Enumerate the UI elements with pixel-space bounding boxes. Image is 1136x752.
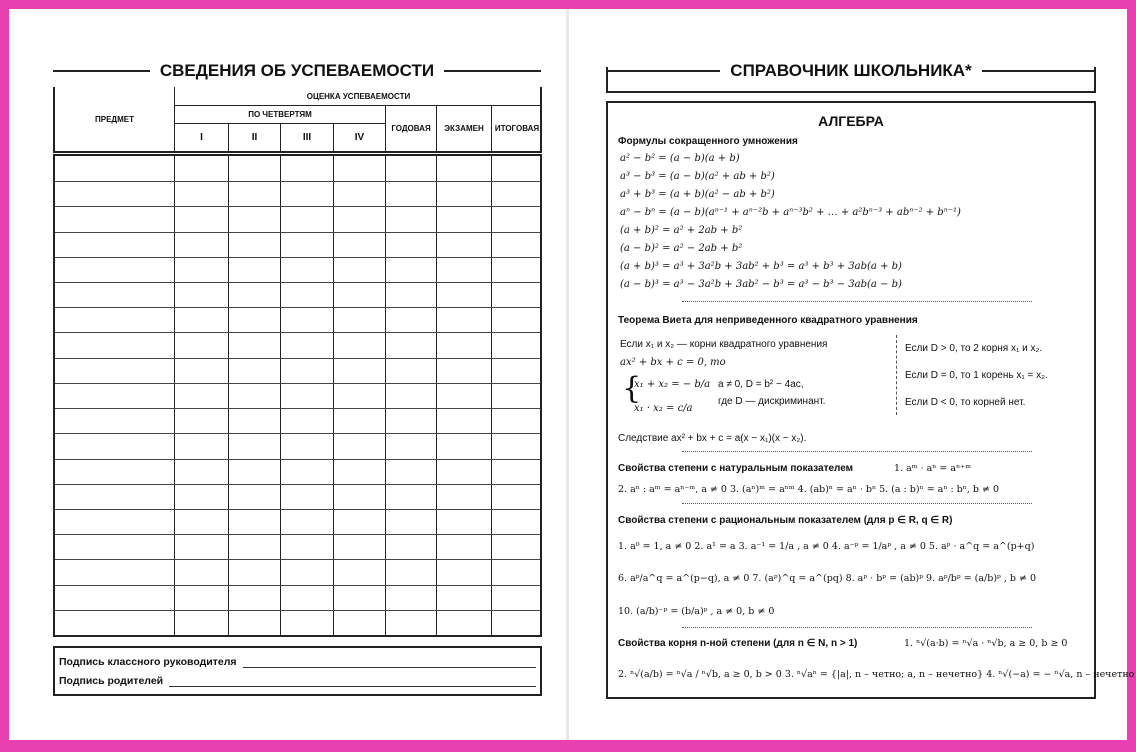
grid-row-line xyxy=(55,534,540,535)
system-brace-icon: { xyxy=(622,371,642,406)
grades-table-header xyxy=(53,87,542,153)
header-annual: ГОДОВАЯ xyxy=(385,105,436,151)
grades-table-body xyxy=(53,154,542,637)
header-subject: ПРЕДМЕТ xyxy=(94,114,134,124)
formula-line: (a − b)³ = a³ − 3a²b + 3ab² − b³ = a³ − b³ − 3ab(a − b) xyxy=(620,279,902,290)
grid-row-line xyxy=(55,181,540,182)
left-title-row xyxy=(53,61,541,81)
parent-signature-line[interactable] xyxy=(169,676,536,687)
formula-line: aⁿ − bⁿ = (a − b)(aⁿ⁻¹ + aⁿ⁻²b + aⁿ⁻³b² + … + a²bⁿ⁻³ + abⁿ⁻² + bⁿ⁻¹) xyxy=(620,207,961,218)
teacher-signature-line[interactable] xyxy=(243,657,536,668)
rat-power-line3: 10. (a/b)⁻ᵖ = (b/a)ᵖ , a ≠ 0, b ≠ 0 xyxy=(618,606,775,617)
vieta-cond2: где D — дискриминант. xyxy=(718,396,826,407)
grid-col-divider xyxy=(491,156,492,635)
vieta-sys2: x₁ · x₂ = c/a xyxy=(634,403,693,414)
grid-row-line xyxy=(55,408,540,409)
root-title: Свойства корня n-ной степени (для n ∈ N, n > 1) xyxy=(618,638,858,649)
right-title-row xyxy=(606,61,1096,81)
header-q1: I xyxy=(174,123,228,151)
header-quarters: ПО ЧЕТВЕРТЯМ xyxy=(174,105,385,123)
title-rule-right xyxy=(982,70,1096,72)
rat-power-line2: 6. aᵖ/a^q = a^(p−q), a ≠ 0 7. (aᵖ)^q = a^(pq) 8. aᵖ · bᵖ = (ab)ᵖ 9. aᵖ/bᵖ = (a/b)ᵖ , b ≠ 0 xyxy=(618,573,1037,584)
grid-row-line xyxy=(55,257,540,258)
grid-row-line xyxy=(55,484,540,485)
section-divider xyxy=(682,503,1032,504)
grid-row-line xyxy=(55,332,540,333)
header-final: ИТОГОВАЯ xyxy=(491,105,542,151)
rat-power-line1: 1. a⁰ = 1, a ≠ 0 2. a¹ = a 3. a⁻¹ = 1/a , a ≠ 0 4. a⁻ᵖ = 1/aᵖ , a ≠ 0 5. aᵖ · a^q = a^(p+q) xyxy=(618,541,1035,552)
signature-box xyxy=(53,646,542,696)
section-divider xyxy=(682,627,1032,628)
vieta-sys1: x₁ + x₂ = − b/a xyxy=(634,379,711,390)
vieta-case1: Если D > 0, то 2 корня x₁ и x₂. xyxy=(905,343,1043,354)
grid-row-line xyxy=(55,610,540,611)
grid-row-line xyxy=(55,282,540,283)
grid-row-line xyxy=(55,509,540,510)
vieta-line2: ax² + bx + c = 0, то xyxy=(620,357,726,368)
right-page-title: СПРАВОЧНИК ШКОЛЬНИКА* xyxy=(730,61,972,80)
rat-power-title: Свойства степени с рациональным показателем (для p ∈ R, q ∈ R) xyxy=(618,515,953,526)
title-rule-left xyxy=(606,70,720,72)
formula-line: a³ − b³ = (a − b)(a² + ab + b²) xyxy=(620,171,775,182)
grid-row-line xyxy=(55,459,540,460)
title-rule-left xyxy=(53,70,150,72)
grid-row-line xyxy=(55,232,540,233)
header-q3: III xyxy=(280,123,333,151)
grid-col-divider xyxy=(280,156,281,635)
grid-row-line xyxy=(55,559,540,560)
grid-row-line xyxy=(55,358,540,359)
left-page-title: СВЕДЕНИЯ ОБ УСПЕВАЕМОСТИ xyxy=(159,61,435,80)
formula-line: (a + b)² = a² + 2ab + b² xyxy=(620,225,743,236)
grid-col-divider xyxy=(385,156,386,635)
vieta-cond1: a ≠ 0, D = b² − 4ac, xyxy=(718,379,804,390)
right-page xyxy=(569,9,1135,740)
grid-col-divider xyxy=(228,156,229,635)
header-q2: II xyxy=(228,123,280,151)
algebra-heading: АЛГЕБРА xyxy=(818,113,884,129)
abbr-mult-title: Формулы сокращенного умножения xyxy=(618,136,798,147)
vieta-line1: Если x₁ и x₂ — корни квадратного уравнения xyxy=(620,339,828,350)
grid-row-line xyxy=(55,206,540,207)
formula-line: (a + b)³ = a³ + 3a²b + 3ab² + b³ = a³ + b³ + 3ab(a + b) xyxy=(620,261,902,272)
header-grade: ОЦЕНКА УСПЕВАЕМОСТИ xyxy=(174,87,542,105)
grid-row-line xyxy=(55,585,540,586)
section-divider xyxy=(682,451,1032,452)
root-line2: 2. ⁿ√(a/b) = ⁿ√a / ⁿ√b, a ≥ 0, b > 0 3. ⁿ√aⁿ = {|a|, n – четно; a, n – нечетно} 4. ⁿ√(−a) = − ⁿ√a, n – нечетно xyxy=(618,669,1135,680)
parent-signature-label: Подпись родителей xyxy=(59,675,164,687)
grid-col-divider xyxy=(436,156,437,635)
nat-power-p1: 1. aᵐ · aⁿ = aⁿ⁺ᵐ xyxy=(894,463,972,474)
header-q4: IV xyxy=(333,123,385,151)
grid-row-line xyxy=(55,383,540,384)
grid-col-divider xyxy=(174,156,175,635)
header-exam: ЭКЗАМЕН xyxy=(436,105,491,151)
vieta-corollary: Следствие ax² + bx + c = a(x − x₁)(x − x₂). xyxy=(618,433,807,444)
teacher-signature-label: Подпись классного руководителя xyxy=(59,656,237,668)
formula-line: (a − b)² = a² − 2ab + b² xyxy=(620,243,743,254)
parent-signature-row xyxy=(59,675,536,687)
teacher-signature-row xyxy=(59,656,536,668)
reference-box xyxy=(606,101,1135,699)
vieta-title: Теорема Виета для неприведенного квадратного уравнения xyxy=(618,315,918,326)
formula-line: a² − b² = (a − b)(a + b) xyxy=(620,153,740,164)
formula-line: a³ + b³ = (a + b)(a² − ab + b²) xyxy=(620,189,775,200)
section-divider xyxy=(682,301,1032,302)
nat-power-title: Свойства степени с натуральным показателем xyxy=(618,463,854,474)
vieta-case3: Если D < 0, то корней нет. xyxy=(905,397,1026,408)
root-p1: 1. ⁿ√(a·b) = ⁿ√a · ⁿ√b, a ≥ 0, b ≥ 0 xyxy=(904,638,1068,649)
nat-power-line2: 2. aⁿ : aᵐ = aⁿ⁻ᵐ, a ≠ 0 3. (aⁿ)ᵐ = aⁿᵐ 4. (ab)ⁿ = aⁿ · bⁿ 5. (a : b)ⁿ = aⁿ : bⁿ, b ≠ 0 xyxy=(618,484,1000,495)
title-rule-right xyxy=(444,70,541,72)
grid-row-line xyxy=(55,433,540,434)
grid-row-line xyxy=(55,307,540,308)
vieta-divider xyxy=(896,335,897,415)
left-page xyxy=(9,9,567,740)
vieta-case2: Если D = 0, то 1 корень x₁ = x₂. xyxy=(905,370,1048,381)
grid-col-divider xyxy=(333,156,334,635)
